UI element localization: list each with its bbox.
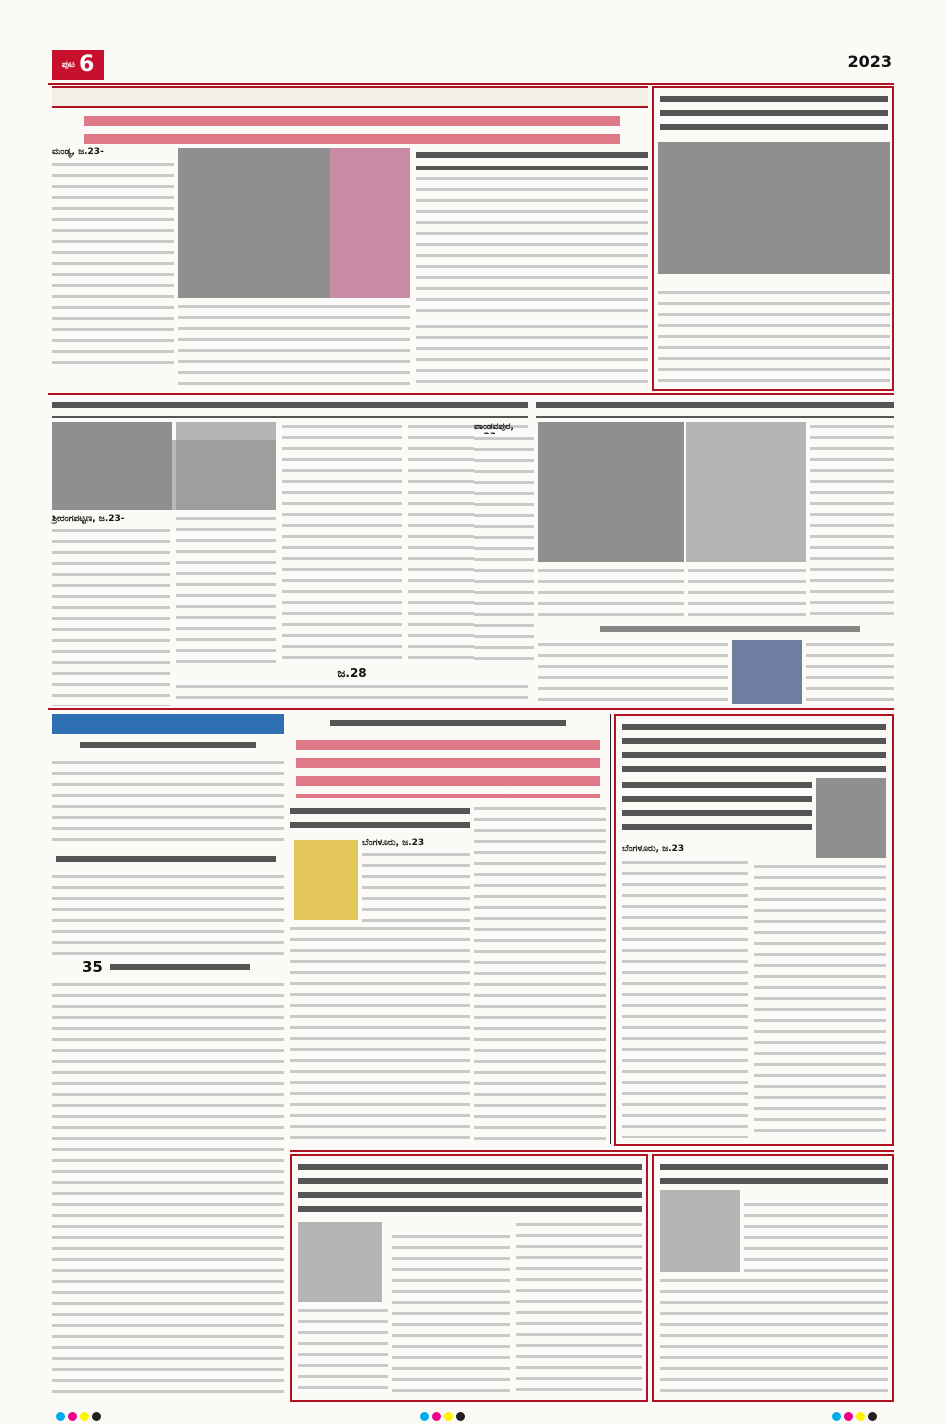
page-number: 6 bbox=[78, 52, 95, 77]
lead-headline-mark bbox=[84, 112, 620, 144]
print-marks-bottom-center bbox=[420, 1410, 530, 1422]
black-dot bbox=[868, 1412, 877, 1421]
bottom-right-story bbox=[652, 1154, 894, 1402]
left-column-text-3 bbox=[52, 980, 284, 1400]
page-prefix: ಪುಟ bbox=[61, 60, 75, 70]
print-marks-bottom-right bbox=[832, 1410, 892, 1422]
mid-right-text-col4 bbox=[810, 422, 894, 618]
center-bullets bbox=[290, 804, 470, 832]
right-bullets bbox=[622, 778, 812, 838]
left-column-banner bbox=[52, 714, 284, 734]
magenta-dot bbox=[68, 1412, 77, 1421]
bottom-center-text-col1 bbox=[298, 1306, 388, 1396]
black-dot bbox=[92, 1412, 101, 1421]
cyan-dot bbox=[832, 1412, 841, 1421]
yellow-dot bbox=[444, 1412, 453, 1421]
left-column-text-1 bbox=[52, 758, 284, 848]
page-number-badge bbox=[52, 50, 104, 80]
mid-right-subhead-mark bbox=[600, 622, 860, 636]
black-dot bbox=[456, 1412, 465, 1421]
center-headline-mark bbox=[296, 736, 600, 798]
center-text-col3 bbox=[474, 804, 606, 1144]
right-text-col1 bbox=[622, 858, 748, 1138]
bottom-right-text-col2 bbox=[660, 1276, 888, 1396]
magenta-dot bbox=[844, 1412, 853, 1421]
center-kicker-mark bbox=[330, 716, 566, 730]
cyan-dot bbox=[420, 1412, 429, 1421]
lead-dateline: ಮಂಡ್ಯ, ಜ.23- bbox=[52, 147, 104, 157]
mid-left-headline bbox=[52, 398, 528, 418]
bottom-center-portrait bbox=[298, 1222, 382, 1302]
mid-left-text-col2 bbox=[176, 514, 276, 664]
mid-right-portrait bbox=[732, 640, 802, 704]
bottom-right-portrait bbox=[660, 1190, 740, 1272]
mid-right-sub-text-2 bbox=[806, 640, 894, 704]
left-column-sub1-mark bbox=[80, 738, 256, 752]
bottom-center-text-col3 bbox=[516, 1220, 642, 1396]
right-top-story bbox=[652, 86, 894, 391]
right-top-text bbox=[658, 288, 890, 386]
lead-photo-speaker bbox=[330, 148, 410, 298]
left-column-sub2-mark bbox=[56, 852, 276, 866]
row1-rule bbox=[48, 393, 894, 395]
mid-left-text-col1 bbox=[52, 526, 170, 706]
bottom-center-text-col2 bbox=[392, 1232, 510, 1396]
right-top-photo bbox=[658, 142, 890, 274]
bottom-right-headline-mark bbox=[660, 1160, 888, 1184]
right-top-headline bbox=[660, 92, 888, 138]
mid-left-sub-text bbox=[176, 682, 528, 706]
left-column-text-2 bbox=[52, 872, 284, 956]
center-right-divider bbox=[610, 714, 611, 1144]
mid-right-headline bbox=[536, 398, 894, 418]
center-dateline: ಬೆಂಗಳೂರು, ಜ.23 bbox=[362, 838, 425, 848]
paper-name bbox=[558, 52, 668, 78]
lead-text-col4 bbox=[416, 322, 648, 388]
mid-right-text-col3 bbox=[688, 566, 806, 618]
lead-sub-headline bbox=[416, 148, 648, 170]
print-marks-bottom-left bbox=[56, 1410, 116, 1422]
mid-right-sub-text bbox=[538, 640, 728, 704]
row3-rule bbox=[290, 1150, 894, 1152]
mid-left-photo-3 bbox=[52, 440, 276, 510]
date-line: 2023 bbox=[847, 52, 892, 71]
lead-text-col2 bbox=[178, 302, 410, 390]
mid-right-text-col1 bbox=[474, 434, 534, 664]
right-text-col2 bbox=[754, 862, 886, 1138]
lead-text-col3 bbox=[416, 174, 648, 320]
lead-kicker-band bbox=[52, 86, 648, 108]
bottom-center-story bbox=[290, 1154, 648, 1402]
yellow-dot bbox=[80, 1412, 89, 1421]
magenta-dot bbox=[432, 1412, 441, 1421]
mid-right-dateline: ಪಾಂಡವಪುರ, bbox=[474, 422, 514, 432]
left-column-sub3: 35 bbox=[82, 958, 103, 976]
mid-right-text-col2 bbox=[538, 566, 684, 618]
row2-rule bbox=[48, 708, 894, 710]
mid-left-subhead: ಜ.28 bbox=[337, 666, 367, 680]
center-text-col2 bbox=[290, 924, 470, 1144]
section-title bbox=[112, 52, 532, 78]
lead-text-col1 bbox=[52, 160, 174, 365]
center-portrait bbox=[294, 840, 358, 920]
right-dateline: ಬೆಂಗಳೂರು, ಜ.23 bbox=[622, 844, 685, 854]
right-story bbox=[614, 714, 894, 1146]
bottom-center-headline-mark bbox=[298, 1160, 642, 1214]
bottom-right-text-col1 bbox=[744, 1200, 888, 1272]
mid-right-photo-2 bbox=[686, 422, 806, 562]
mid-left-text-col3 bbox=[282, 422, 402, 664]
cyan-dot bbox=[56, 1412, 65, 1421]
masthead-rule bbox=[48, 83, 894, 85]
mid-right-photo-1 bbox=[538, 422, 684, 562]
left-column-sub3-mark bbox=[110, 960, 250, 974]
right-portrait bbox=[816, 778, 886, 858]
right-headline-mark bbox=[622, 720, 886, 772]
mid-left-dateline: ಶ್ರೀರಂಗಪಟ್ಟಣ, ಜ.23- bbox=[52, 514, 125, 524]
yellow-dot bbox=[856, 1412, 865, 1421]
